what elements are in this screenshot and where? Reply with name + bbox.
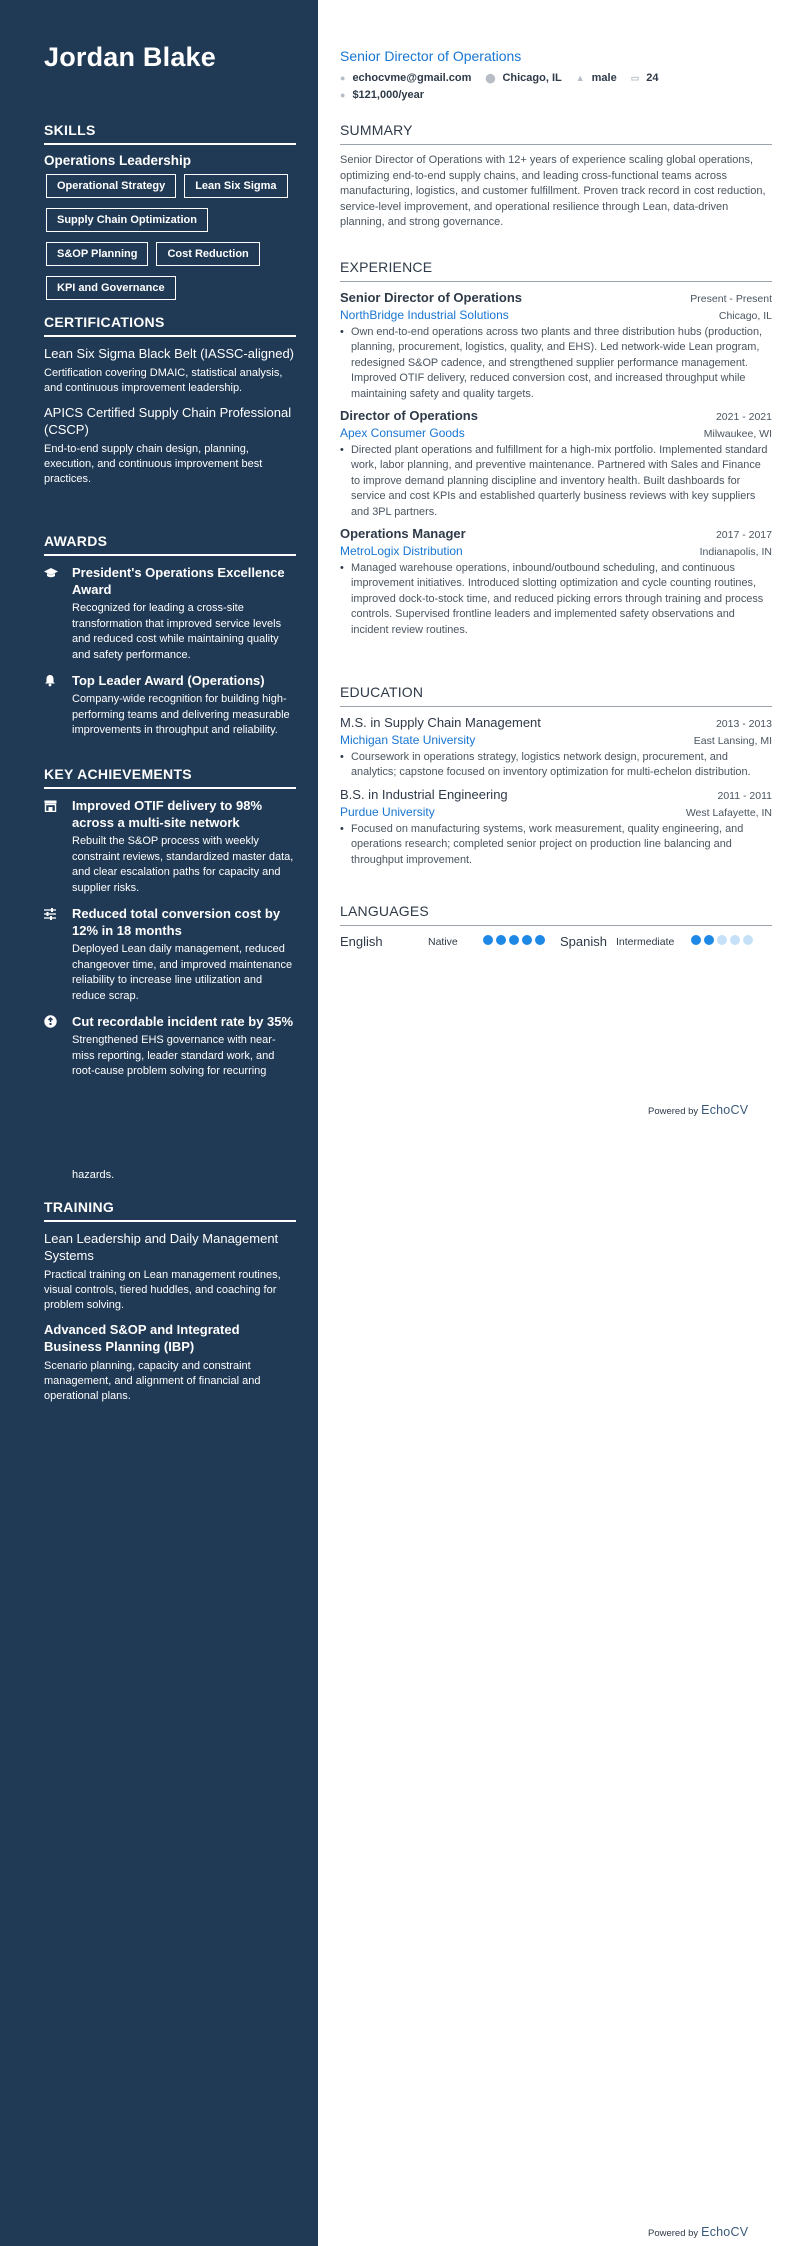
certification-title: Lean Six Sigma Black Belt (IASSC-aligned) bbox=[44, 346, 295, 361]
experience-location: Milwaukee, WI bbox=[703, 428, 772, 441]
award-title: Top Leader Award (Operations) bbox=[72, 673, 265, 688]
languages-section bbox=[340, 903, 772, 949]
language-name: Spanish bbox=[560, 934, 607, 949]
person-icon: ▲ bbox=[575, 73, 585, 83]
language-rating bbox=[480, 935, 556, 948]
training-title: Lean Leadership and Daily Management Systems bbox=[44, 1231, 279, 1263]
email-icon: ● bbox=[340, 73, 346, 83]
award-item bbox=[44, 672, 296, 739]
graduation-cap-icon bbox=[44, 564, 72, 663]
achievement-item bbox=[44, 905, 296, 1004]
language-name: English bbox=[340, 934, 383, 949]
store-icon bbox=[44, 797, 72, 896]
language-rating bbox=[688, 935, 753, 948]
achievement-desc: Strengthened EHS governance with near-miss reporting, leader standard work, and root-cause problem solving for recurring bbox=[72, 1034, 276, 1077]
achievement-title: Cut recordable incident rate by 35% bbox=[72, 1014, 294, 1029]
contact-gender: male bbox=[591, 72, 617, 84]
summary-section bbox=[340, 122, 772, 231]
training-desc: Practical training on Lean management routines, visual controls, tiered huddles, and coaching for problem solving. bbox=[44, 1269, 281, 1311]
salary-row bbox=[340, 89, 424, 101]
experience-company: NorthBridge Industrial Solutions bbox=[340, 308, 509, 322]
experience-item bbox=[340, 526, 772, 638]
education-item bbox=[340, 787, 772, 868]
certification-desc: End-to-end supply chain design, planning, execution, and continuous improvement best practices. bbox=[44, 443, 263, 485]
contact-salary: $121,000/year bbox=[352, 89, 425, 101]
skill-chip: Operational Strategy bbox=[46, 174, 176, 198]
candidate-name: Jordan Blake bbox=[44, 42, 216, 72]
training-title: Advanced S&OP and Integrated Business Planning (IBP) bbox=[44, 1322, 240, 1354]
skill-chip: Supply Chain Optimization bbox=[46, 208, 208, 232]
certification-title: APICS Certified Supply Chain Professional (CSCP) bbox=[44, 405, 292, 437]
experience-company: MetroLogix Distribution bbox=[340, 544, 463, 559]
training-heading: TRAINING bbox=[44, 1199, 296, 1222]
education-degree: B.S. in Industrial Engineering bbox=[340, 786, 508, 802]
experience-desc: • Own end-to-end operations across two plants and three distribution hubs (production, planning, procurement, logistics, quality, and EHS). Led network-wide Lean program, redesigned S&OP cadence, and strengthened supplier performance management. Improved OTIF delivery, reduced conversion cost, and increased throughput while maintaining safety and quality targets. bbox=[340, 325, 772, 402]
languages-heading: LANGUAGES bbox=[340, 903, 772, 926]
experience-location: Chicago, IL bbox=[718, 310, 772, 322]
experience-dates: Present - Present bbox=[690, 293, 772, 305]
awards-heading: AWARDS bbox=[44, 533, 296, 556]
powered-by-footer bbox=[648, 1103, 748, 1117]
award-desc: Recognized for leading a cross-site transformation that improved service levels and reduced cost while maintaining quality and safety performance. bbox=[72, 602, 282, 661]
contact-location: Chicago, IL bbox=[502, 72, 562, 84]
achievement-title: Improved OTIF delivery to 98% across a multi-site network bbox=[72, 798, 262, 830]
sliders-icon bbox=[44, 905, 72, 1004]
powered-by-text: Powered by bbox=[648, 2228, 699, 2239]
experience-dates: 2021 - 2021 bbox=[715, 411, 772, 424]
skills-section bbox=[44, 122, 296, 300]
summary-text: Senior Director of Operations with 12+ years of experience scaling global operations, optimizing end-to-end supply chains, and leading cross-functional teams across manufacturing, logistics, and customer fulfillment. Proven track record in cost reduction, service-level improvement, and operational resilience through Lean, data-driven planning, and strong governance. bbox=[340, 154, 766, 229]
job-title-header: Senior Director of Operations bbox=[340, 48, 522, 64]
education-school: Purdue University bbox=[340, 804, 435, 819]
certification-desc: Certification covering DMAIC, statistical analysis, and continuous improvement leadership. bbox=[44, 367, 283, 394]
achievement-desc: Deployed Lean daily management, reduced changeover time, and improved maintenance reliability to increase line utilization and reduce scrap. bbox=[72, 943, 293, 1002]
echocv-logo: EchoCV bbox=[701, 2225, 749, 2239]
rating-dot-empty bbox=[717, 935, 727, 945]
certifications-section bbox=[44, 314, 296, 495]
rating-dot-filled bbox=[496, 935, 506, 945]
rating-dot-filled bbox=[483, 935, 493, 945]
achievement-desc-continued: hazards. bbox=[72, 1169, 115, 1181]
education-desc: • Focused on manufacturing systems, work measurement, quality engineering, and operations research; completed senior project on production line balancing and throughput improvement. bbox=[340, 822, 772, 868]
rating-dot-filled bbox=[522, 935, 532, 945]
achievement-item bbox=[44, 1013, 296, 1080]
education-school: Michigan State University bbox=[340, 733, 476, 747]
powered-by-footer bbox=[648, 2225, 748, 2239]
bell-icon bbox=[44, 672, 72, 739]
powered-by-text: Powered by bbox=[648, 1106, 699, 1117]
languages-row bbox=[340, 934, 772, 949]
echocv-logo: EchoCV bbox=[701, 1103, 749, 1117]
experience-section bbox=[340, 259, 772, 638]
safety-icon bbox=[44, 1013, 72, 1080]
experience-title: Operations Manager bbox=[340, 526, 466, 542]
education-dates: 2011 - 2011 bbox=[717, 789, 772, 802]
skill-chip: KPI and Governance bbox=[46, 276, 176, 300]
education-dates: 2013 - 2013 bbox=[715, 718, 772, 730]
contact-email: echocvme@gmail.com bbox=[352, 72, 472, 84]
rating-dot-filled bbox=[509, 935, 519, 945]
rating-dot-filled bbox=[535, 935, 545, 945]
experience-desc: • Managed warehouse operations, inbound/outbound scheduling, and continuous improvement initiatives. Introduced slotting optimization and cycle counting routines, improved dock-to-stock time, and reduced picking errors through training and process controls. Supervised frontline leaders and implemented safety observations and incident review routines. bbox=[340, 561, 772, 638]
location-pin-icon: ⬤ bbox=[485, 72, 496, 83]
education-degree: M.S. in Supply Chain Management bbox=[340, 715, 541, 730]
education-section bbox=[340, 684, 772, 868]
experience-item bbox=[340, 290, 772, 402]
education-heading: EDUCATION bbox=[340, 684, 772, 707]
skill-chip: Cost Reduction bbox=[156, 242, 259, 266]
experience-heading: EXPERIENCE bbox=[340, 259, 772, 282]
rating-dot-empty bbox=[743, 935, 753, 945]
language-level: Native bbox=[428, 935, 458, 948]
experience-company: Apex Consumer Goods bbox=[340, 426, 465, 441]
education-location: East Lansing, MI bbox=[693, 735, 772, 747]
main-content bbox=[318, 0, 794, 2246]
education-desc: • Coursework in operations strategy, logistics network design, procurement, and analytics; capstone focused on inventory optimization for multi-echelon distribution. bbox=[340, 750, 772, 781]
skill-group-title: Operations Leadership bbox=[44, 153, 192, 168]
awards-section bbox=[44, 533, 296, 739]
experience-item bbox=[340, 408, 772, 520]
skill-chip: Lean Six Sigma bbox=[184, 174, 287, 198]
experience-desc: • Directed plant operations and fulfillment for a high-mix portfolio. Implemented standard work, labor planning, and preventive maintenance. Partnered with Sales and Finance to improve demand planning discipline and inventory health. Built dashboards for service and cost KPIs and established quarterly business reviews with key suppliers and 3PL partners. bbox=[340, 443, 772, 520]
achievements-heading: KEY ACHIEVEMENTS bbox=[44, 766, 296, 789]
skills-heading: SKILLS bbox=[44, 122, 296, 145]
rating-dot-filled bbox=[691, 935, 701, 945]
contact-row bbox=[340, 72, 659, 84]
sidebar bbox=[0, 0, 318, 2246]
experience-location: Indianapolis, IN bbox=[699, 546, 772, 559]
achievements-section bbox=[44, 766, 296, 1080]
calendar-icon: ▭ bbox=[630, 72, 640, 83]
award-title: President's Operations Excellence Award bbox=[72, 565, 285, 597]
experience-title: Senior Director of Operations bbox=[340, 290, 523, 305]
training-section bbox=[44, 1199, 296, 1412]
achievement-desc: Rebuilt the S&OP process with weekly constraint reviews, standardized master data, and clear escalation paths for capacity and supplier risks. bbox=[72, 835, 294, 894]
money-icon: ● bbox=[340, 90, 346, 100]
experience-title: Director of Operations bbox=[340, 408, 478, 424]
achievement-title: Reduced total conversion cost by 12% in 18 months bbox=[72, 906, 281, 938]
education-location: West Lafayette, IN bbox=[685, 806, 772, 819]
training-desc: Scenario planning, capacity and constraint management, and alignment of financial and operational plans. bbox=[44, 1360, 261, 1402]
experience-dates: 2017 - 2017 bbox=[715, 529, 772, 542]
language-level: Intermediate bbox=[616, 935, 675, 948]
achievement-item bbox=[44, 797, 296, 896]
skill-chips bbox=[44, 174, 296, 300]
skill-chip: S&OP Planning bbox=[46, 242, 148, 266]
rating-dot-empty bbox=[730, 935, 740, 945]
rating-dot-filled bbox=[704, 935, 714, 945]
contact-age: 24 bbox=[646, 72, 659, 84]
award-desc: Company-wide recognition for building high-performing teams and delivering measurable improvements in throughput and reliability. bbox=[72, 693, 290, 736]
certifications-heading: CERTIFICATIONS bbox=[44, 314, 296, 337]
summary-heading: SUMMARY bbox=[340, 122, 772, 145]
education-item bbox=[340, 715, 772, 781]
award-item bbox=[44, 564, 296, 663]
